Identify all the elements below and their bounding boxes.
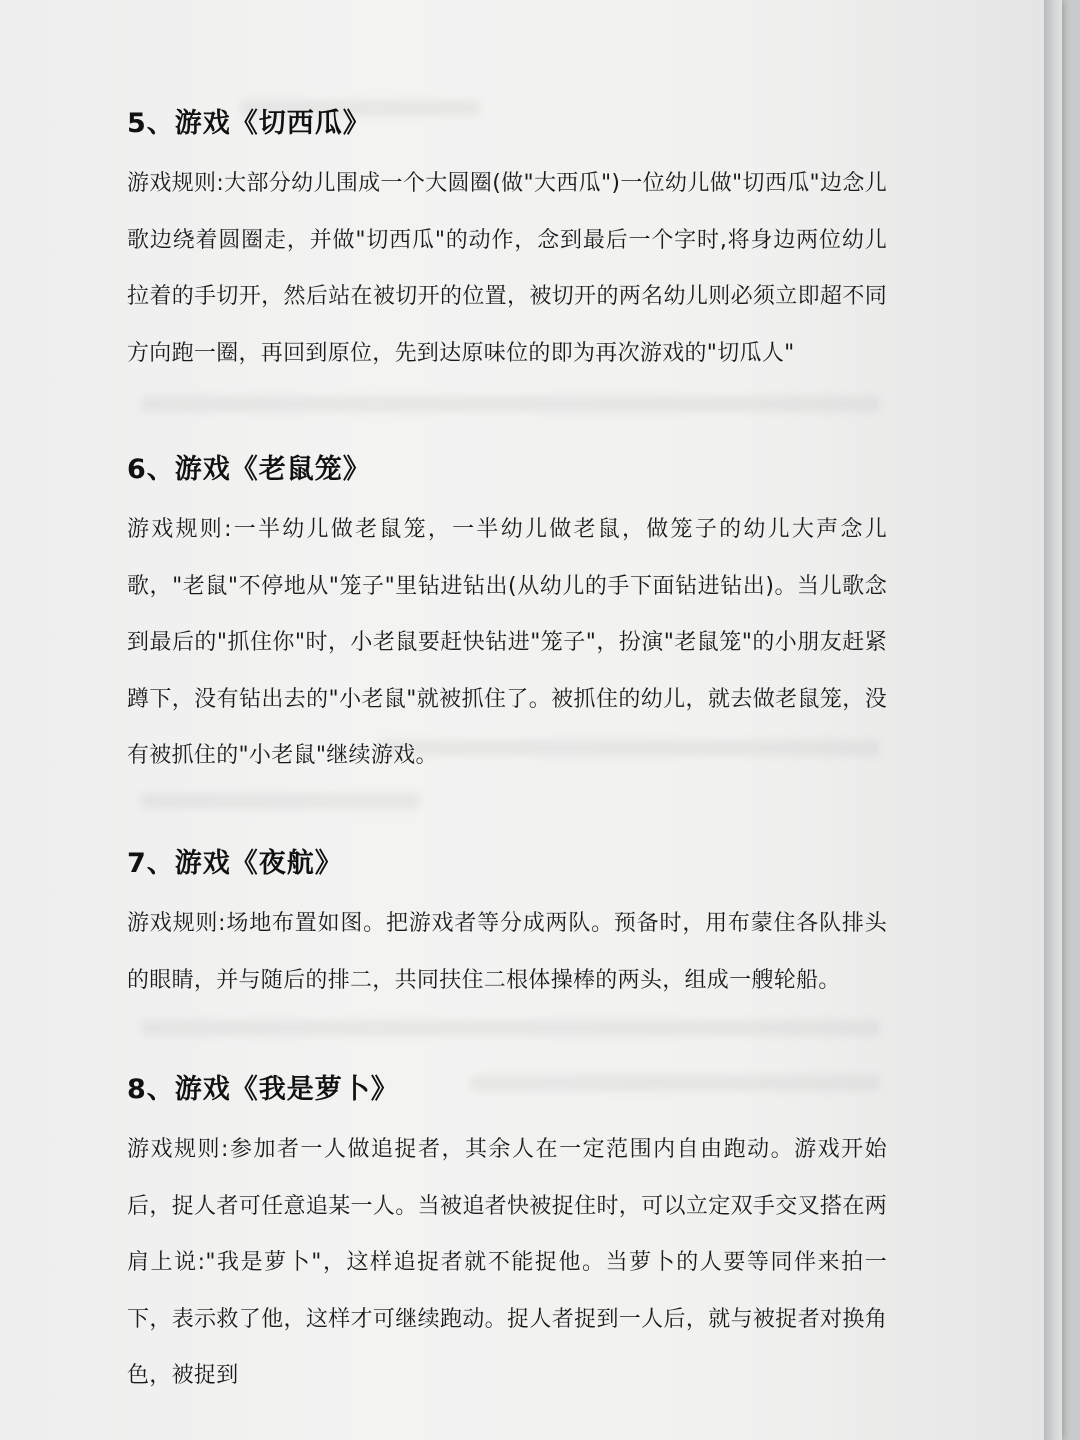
section-heading: 8、游戏《我是萝卜》	[127, 1074, 399, 1105]
document-content	[127, 100, 887, 1405]
section-heading: 5、游戏《切西瓜》	[127, 108, 371, 139]
section-heading: 6、游戏《老鼠笼》	[127, 454, 371, 485]
section-body: 游戏规则:一半幼儿做老鼠笼，一半幼儿做老鼠，做笼子的幼儿大声念儿歌，"老鼠"不停地从"笼子"里钻进钻出(从幼儿的手下面钻进钻出)。当儿歌念到最后的"抓住你"时，小老鼠要赶快钻进"笼子"，扮演"老鼠笼"的小朋友赶紧蹲下，没有钻出去的"小老鼠"就被抓住了。被抓住的幼儿，就去做老鼠笼，没有被抓住的"小老鼠"继续游戏。	[127, 517, 887, 768]
section-body: 游戏规则:参加者一人做追捉者，其余人在一定范围内自由跑动。游戏开始后，捉人者可任意追某一人。当被追者快被捉住时，可以立定双手交叉搭在两肩上说:"我是萝卜"，这样追捉者就不能捉他。当萝卜的人要等同伴来拍一下，表示救了他，这样才可继续跑动。捉人者捉到一人后，就与被捉者对换角色，被捉到	[127, 1137, 887, 1388]
game-section	[127, 1066, 887, 1405]
section-body: 游戏规则:场地布置如图。把游戏者等分成两队。预备时，用布蒙住各队排头的眼睛，并与随后的排二，共同扶住二根体操棒的两头，组成一艘轮船。	[127, 911, 887, 993]
game-section	[127, 100, 887, 446]
game-section	[127, 840, 887, 1066]
section-body: 游戏规则:大部分幼儿围成一个大圆圈(做"大西瓜")一位幼儿做"切西瓜"边念儿歌边绕着圆圈走，并做"切西瓜"的动作，念到最后一个字时,将身边两位幼儿拉着的手切开，然后站在被切开的位置，被切开的两名幼儿则必须立即超不同方向跑一圈，再回到原位，先到达原味位的即为再次游戏的"切瓜人"	[127, 171, 887, 366]
page-edge-shadow	[1044, 0, 1062, 1440]
section-heading: 7、游戏《夜航》	[127, 848, 343, 879]
game-section	[127, 446, 887, 840]
